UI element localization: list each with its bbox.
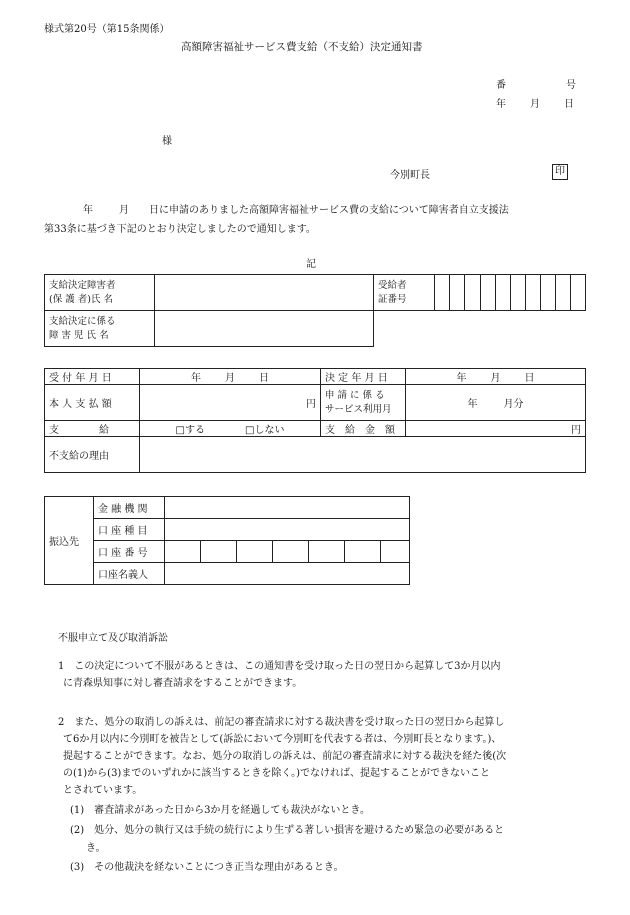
recipient-name-label: 支給決定障害者 (保 護 者)氏 名	[45, 275, 155, 311]
form-number: 様式第20号（第15条関係）	[44, 24, 170, 35]
number-label: 番	[496, 80, 506, 91]
bank-label: 金 融 機 関	[94, 497, 165, 519]
option-no[interactable]: □しない	[245, 425, 285, 436]
decision-date-field[interactable]: 年 月 日	[406, 369, 586, 385]
reason-field[interactable]	[140, 437, 586, 473]
account-digit[interactable]	[201, 541, 237, 563]
account-type-field[interactable]	[165, 519, 410, 541]
issue-date: 年 月 日	[496, 99, 574, 110]
child-name-field[interactable]	[155, 311, 374, 347]
cert-digit[interactable]	[450, 275, 465, 311]
cert-number-label: 受給者 証番号	[373, 275, 434, 311]
appeal-item-1-line-1: 1 この決定について不服があるときは、この通知書を受け取った日の翌日から起算して3か月以内	[58, 661, 501, 672]
service-month-field[interactable]: 年 月分	[406, 385, 586, 421]
appeal-item-1-line-2: に青森県知事に対し審査請求をすることができます。	[63, 678, 303, 689]
service-month-label: 申 請 に 係 る サービス利用月	[321, 385, 406, 421]
cert-digit[interactable]	[555, 275, 570, 311]
bank-table	[44, 496, 410, 585]
option-yes[interactable]: □する	[175, 425, 205, 436]
decision-date-label: 決 定 年 月 日	[321, 369, 406, 385]
intro-line-2: 第33条に基づき下記のとおり決定しましたので通知します。	[44, 224, 316, 235]
self-pay-label: 本 人 支 払 額	[45, 385, 140, 421]
appeal-item-2-line-2: て6か月以内に今別町を被告として(訴訟において今別町を代表する者は、今別町長となります。)、	[63, 734, 502, 745]
appeal-sub-2-line-2: き。	[86, 843, 106, 854]
payment-options[interactable]	[140, 421, 321, 437]
received-date-label: 受 付 年 月 日	[45, 369, 140, 385]
cert-digit[interactable]	[435, 275, 450, 311]
appeal-sub-2-line-1: (2) 処分、処分の執行又は手続の続行により生ずる著しい損害を避けるため緊急の必要があると	[70, 825, 505, 836]
payment-amount-field[interactable]: 円	[406, 421, 586, 437]
recipient-name-field[interactable]	[155, 275, 374, 311]
addressee-suffix: 様	[162, 136, 172, 147]
recipient-table	[44, 274, 586, 347]
account-digit[interactable]	[309, 541, 345, 563]
self-pay-field[interactable]: 円	[140, 385, 321, 421]
reason-label: 不支給の理由	[45, 437, 140, 473]
decision-table	[44, 368, 586, 473]
cert-digit[interactable]	[480, 275, 495, 311]
account-digit[interactable]	[273, 541, 309, 563]
cert-digit[interactable]	[570, 275, 585, 311]
received-date-field[interactable]: 年 月 日	[140, 369, 321, 385]
ki-label: 記	[306, 259, 316, 270]
payment-label: 支 給	[45, 421, 140, 437]
account-holder-field[interactable]	[165, 563, 410, 585]
bank-field[interactable]	[165, 497, 410, 519]
cert-digit[interactable]	[540, 275, 555, 311]
issuer-name: 今別町長	[390, 170, 430, 181]
cert-digit[interactable]	[465, 275, 480, 311]
seal-mark: 印	[552, 164, 568, 180]
blank-area	[373, 311, 585, 347]
cert-digit[interactable]	[525, 275, 540, 311]
number-suffix: 号	[566, 80, 576, 91]
child-name-label: 支給決定に係る 障 害 児 氏 名	[45, 311, 155, 347]
transfer-label: 振込先	[45, 497, 94, 585]
account-digit[interactable]	[381, 541, 410, 563]
account-type-label: 口 座 種 目	[94, 519, 165, 541]
appeal-item-2-line-1: 2 また、処分の取消しの訴えは、前記の審査請求に対する裁決書を受け取った日の翌日から起算し	[58, 717, 505, 728]
intro-line-1: 年 月 日に申請のありました高額障害福祉サービス費の支給について障害者自立支援法	[83, 205, 509, 216]
account-digit[interactable]	[237, 541, 273, 563]
appeal-heading: 不服申立て及び取消訴訟	[58, 633, 168, 644]
appeal-item-2-line-4: の(1)から(3)までのいずれかに該当するときを除く。)でなければ、提起することができないこと	[63, 768, 491, 779]
account-holder-label: 口座名義人	[94, 563, 165, 585]
cert-digit[interactable]	[495, 275, 510, 311]
account-digit[interactable]	[165, 541, 201, 563]
appeal-item-2-line-3: 提起することができます。なお、処分の取消しの訴えは、前記の審査請求に対する裁決を経た後(次	[63, 751, 507, 762]
document-title: 高額障害福祉サービス費支給（不支給）決定通知書	[181, 41, 423, 53]
appeal-sub-3: (3) その他裁決を経ないことにつき正当な理由があるとき。	[70, 862, 344, 873]
cert-digit[interactable]	[510, 275, 525, 311]
appeal-sub-1: (1) 審査請求があった日から3か月を経過しても裁決がないとき。	[70, 805, 371, 816]
payment-amount-label: 支 給 金 額	[321, 421, 406, 437]
account-digit[interactable]	[345, 541, 381, 563]
appeal-item-2-line-5: とされています。	[63, 785, 143, 796]
account-number-label: 口 座 番 号	[94, 541, 165, 563]
